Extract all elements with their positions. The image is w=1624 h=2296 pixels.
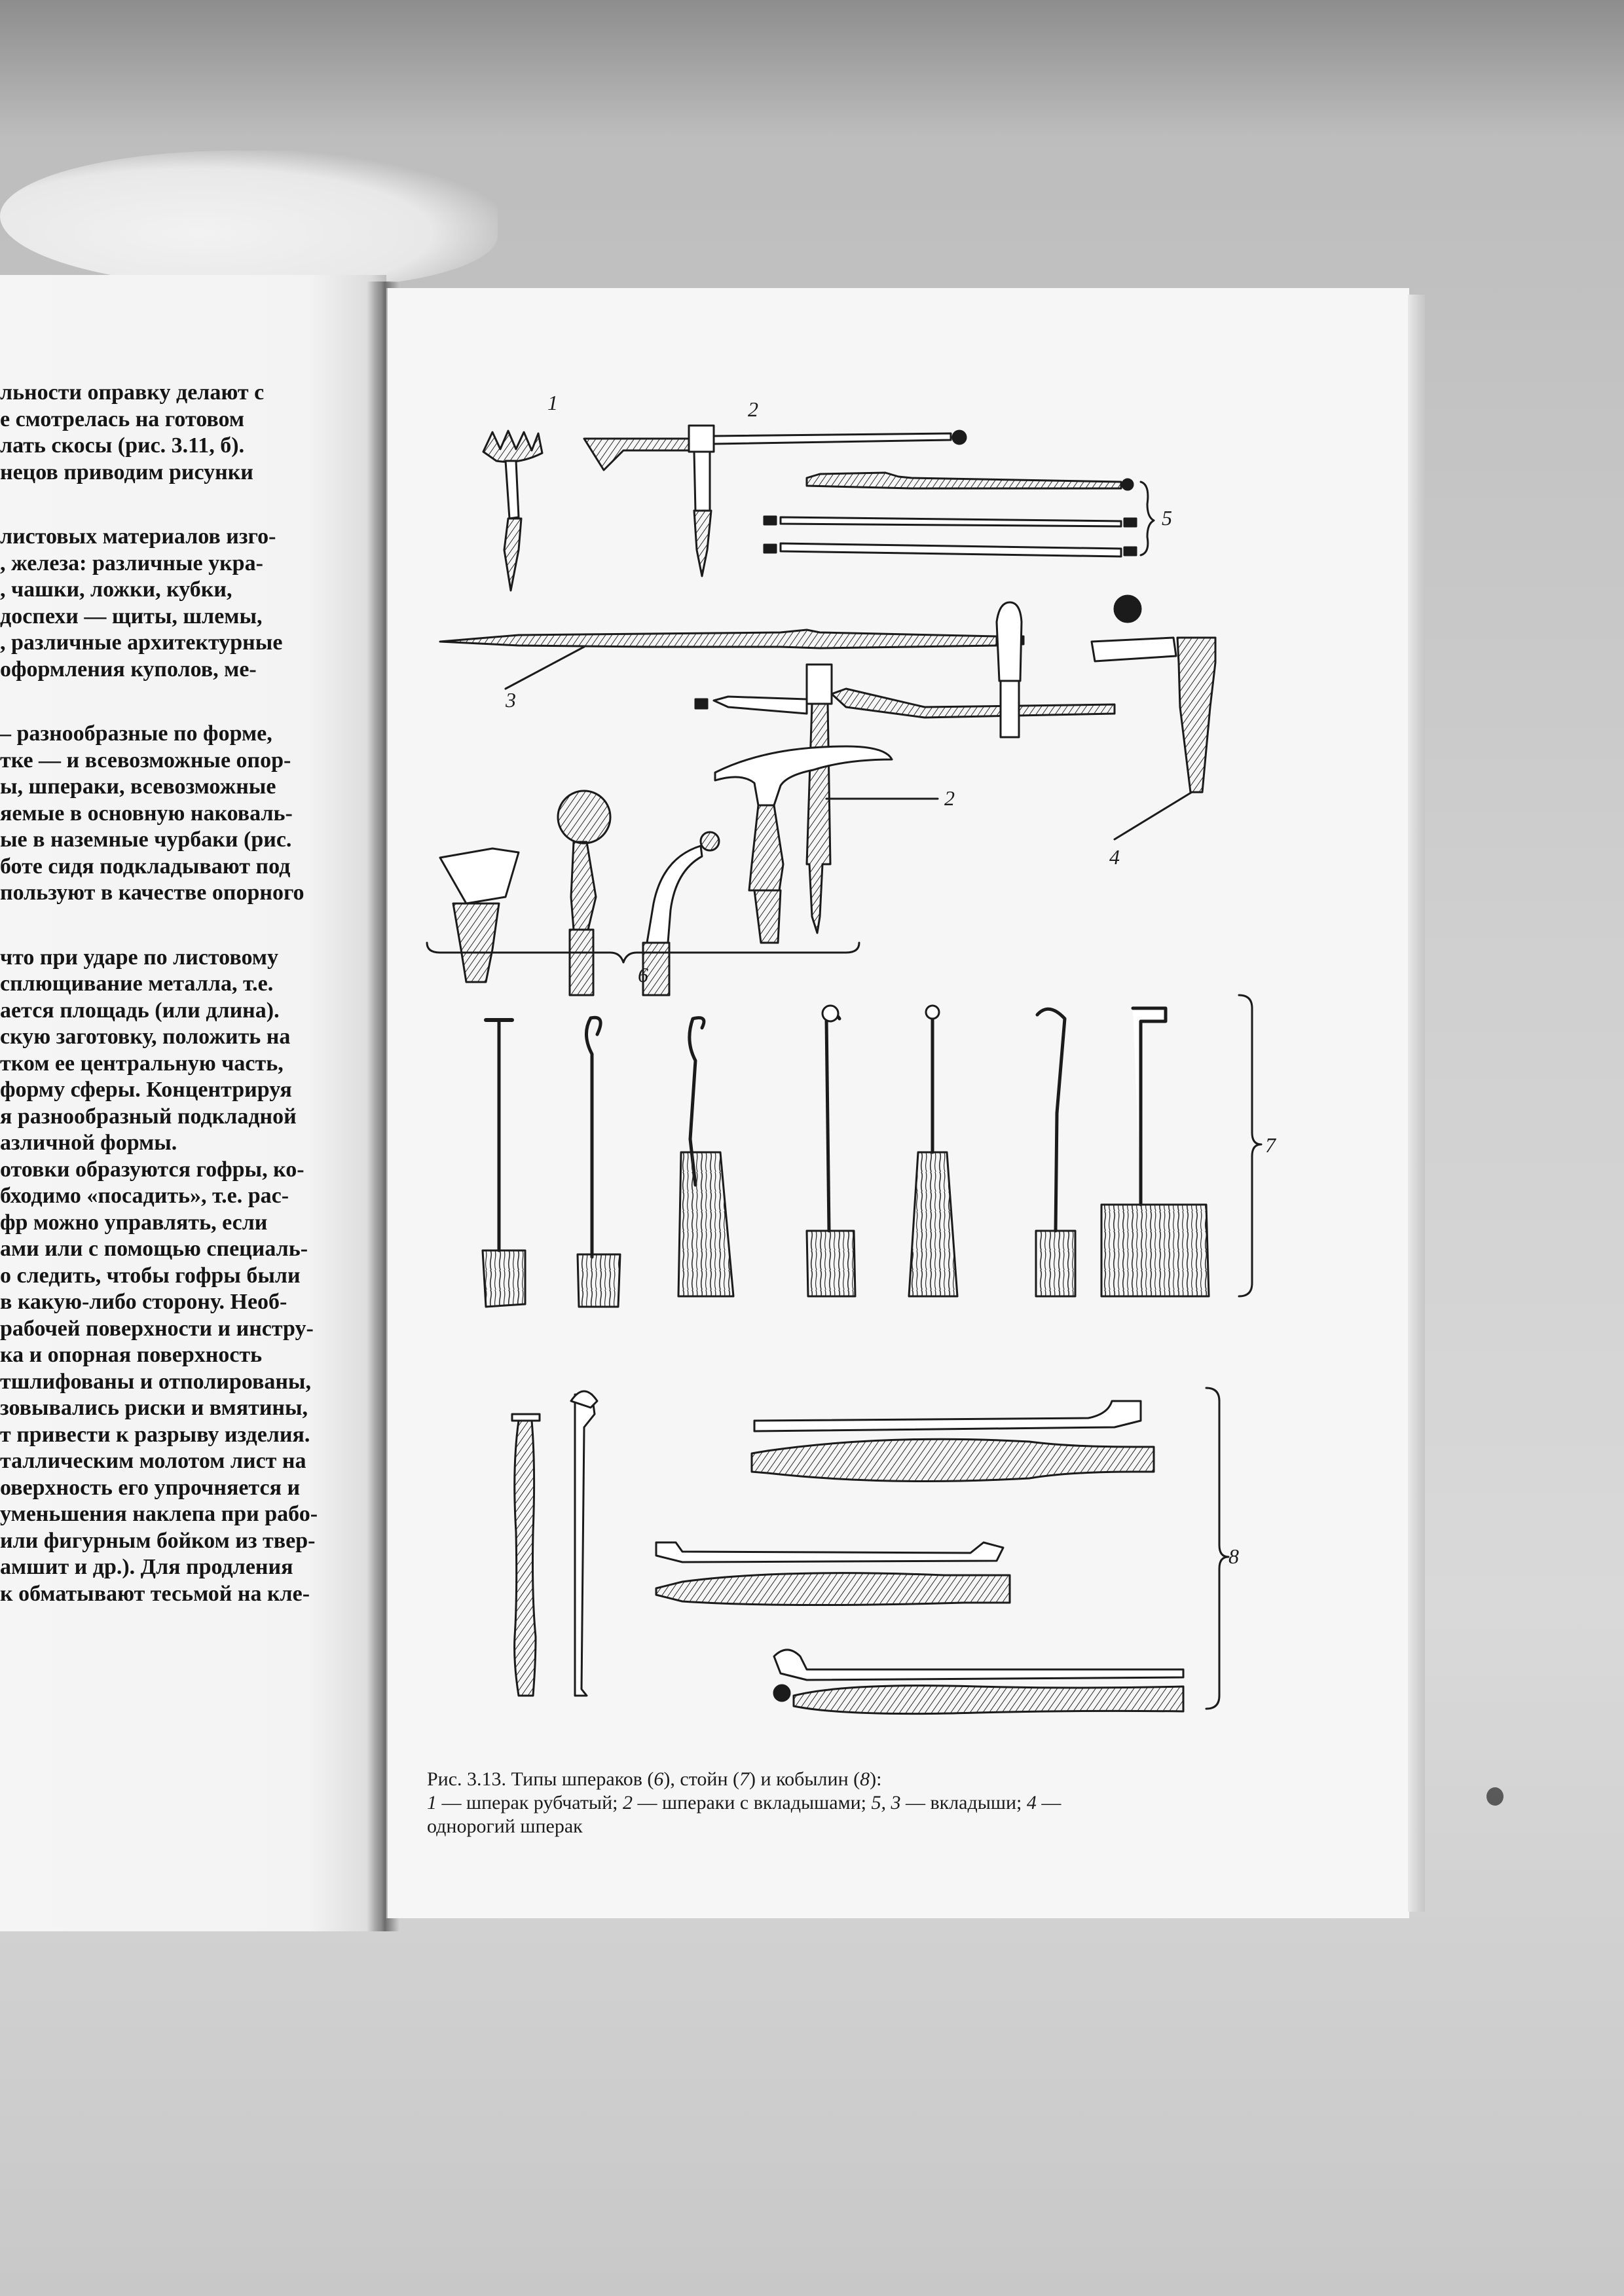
ribbed-shperak-drawing <box>483 431 542 591</box>
callout-4: 4 <box>1109 845 1120 869</box>
caption-title <box>427 1768 1272 1791</box>
text-line: оформления куполов, ме- <box>0 657 257 682</box>
stakes-row <box>483 1006 1209 1307</box>
text-line: пользуют в качестве опорного <box>0 881 304 905</box>
caption-title-prefix: Рис. 3.13. Типы шпераков ( <box>427 1768 654 1790</box>
legend-4-tail: однорогий шперак <box>427 1815 583 1837</box>
callout-2-top: 2 <box>748 397 758 421</box>
text-line: – разнообразные по форме, <box>0 721 272 746</box>
legend-5-3-text: — вкладыши; <box>900 1792 1027 1813</box>
paragraph-gap <box>0 486 386 524</box>
text-line: нецов приводим рисунки <box>0 460 253 484</box>
legend-4-text: — <box>1036 1792 1061 1813</box>
text-line: тшлифованы и отполированы, <box>0 1369 311 1394</box>
left-page <box>0 275 386 1931</box>
callout-2-mid: 2 <box>944 786 955 810</box>
caption-legend <box>427 1791 1272 1815</box>
text-line: сплющивание металла, т.е. <box>0 972 274 996</box>
text-line: уменьшения наклепа при рабо- <box>0 1502 318 1526</box>
text-line: рабочей поверхности и инстру- <box>0 1316 314 1341</box>
right-page <box>386 288 1409 1918</box>
page-edge <box>1408 295 1425 1912</box>
kobyliny-group <box>512 1391 1183 1715</box>
legend-2-num: 2 <box>622 1792 633 1813</box>
inserts-drawing <box>764 473 1154 556</box>
legend-5-3-num: 5, 3 <box>871 1792 901 1813</box>
legend-4-num: 4 <box>1026 1792 1037 1813</box>
text-line: форму сферы. Концентрируя <box>0 1078 292 1102</box>
text-line: боте сидя подкладывают под <box>0 854 291 879</box>
caption-ref-8: 8 <box>860 1768 870 1790</box>
group-7-brace <box>1239 995 1261 1296</box>
text-line: яемые в основную наковаль- <box>0 801 293 826</box>
paragraph-gap <box>0 907 386 945</box>
text-line: о следить, чтобы гофры были <box>0 1263 301 1288</box>
text-line: ка и опорная поверхность <box>0 1343 263 1367</box>
text-line: отовки образуются гофры, ко- <box>0 1157 304 1182</box>
text-line: тке — и всевозможные опор- <box>0 748 291 773</box>
callout-8: 8 <box>1228 1544 1239 1568</box>
legend-2-text: — шпераки с вкладышами; <box>632 1792 872 1813</box>
legend-1-num: 1 <box>427 1792 437 1813</box>
callout-7: 7 <box>1265 1133 1276 1157</box>
text-line: азличной формы. <box>0 1131 177 1155</box>
caption-title-mid1: ), стойн ( <box>663 1768 740 1790</box>
caption-ref-6: 6 <box>654 1768 664 1790</box>
text-line: фр можно управлять, если <box>0 1210 268 1235</box>
left-page-text <box>0 380 386 1607</box>
group-8-brace <box>1206 1388 1228 1709</box>
caption-title-mid2: ) и кобылин ( <box>749 1768 860 1790</box>
text-line: лать скосы (рис. 3.11, б). <box>0 433 245 458</box>
text-line: , различные архитектурные <box>0 630 283 655</box>
text-line: бходимо «посадить», т.е. рас- <box>0 1184 289 1208</box>
text-line: ается площадь (или длина). <box>0 998 280 1023</box>
ink-smudge <box>1486 1787 1504 1806</box>
callout-5: 5 <box>1162 506 1172 530</box>
legend-1-text: — шперак рубчатый; <box>437 1792 623 1813</box>
text-line: амшит и др.). Для продления <box>0 1555 293 1579</box>
text-line: оверхность его упрочняется и <box>0 1475 301 1500</box>
text-line: листовых материалов изго- <box>0 524 276 549</box>
long-insert-drawing <box>440 630 1024 689</box>
one-horn-shperak-drawing <box>1092 596 1215 839</box>
figure-caption <box>427 1768 1272 1838</box>
text-line: скую заготовку, положить на <box>0 1025 291 1049</box>
text-line: доспехи — щиты, шлемы, <box>0 604 263 629</box>
text-line: ами или с помощью специаль- <box>0 1237 308 1261</box>
caption-title-suffix: ): <box>870 1768 882 1790</box>
text-line: т привести к разрыву изделия. <box>0 1422 310 1447</box>
text-line: , чашки, ложки, кубки, <box>0 577 232 602</box>
text-line: тком ее центральную часть, <box>0 1051 284 1076</box>
text-line: я разнообразный подкладной <box>0 1104 297 1129</box>
text-line: льности оправку делают с <box>0 380 265 405</box>
text-line: ы, шпераки, всевозможные <box>0 774 276 799</box>
text-line: е смотрелась на готовом <box>0 407 244 431</box>
caption-ref-7: 7 <box>739 1768 750 1790</box>
text-line: , железа: различные укра- <box>0 551 263 575</box>
text-line: к обматывают тесьмой на кле- <box>0 1581 310 1606</box>
text-line: таллическим молотом лист на <box>0 1449 306 1473</box>
callout-1: 1 <box>547 391 558 414</box>
figure-3-13-illustration <box>388 288 1409 1715</box>
text-line: зовывались риски и вмятины, <box>0 1396 308 1420</box>
paragraph-gap <box>0 683 386 721</box>
text-line: ые в наземные чурбаки (рис. <box>0 828 292 852</box>
text-line: что при ударе по листовому <box>0 945 278 970</box>
callout-3: 3 <box>506 688 516 712</box>
callout-6: 6 <box>638 963 648 987</box>
text-line: в какую-либо сторону. Необ- <box>0 1290 287 1314</box>
thumb-shadow <box>0 151 498 288</box>
text-line: или фигурным бойком из твер- <box>0 1528 316 1553</box>
